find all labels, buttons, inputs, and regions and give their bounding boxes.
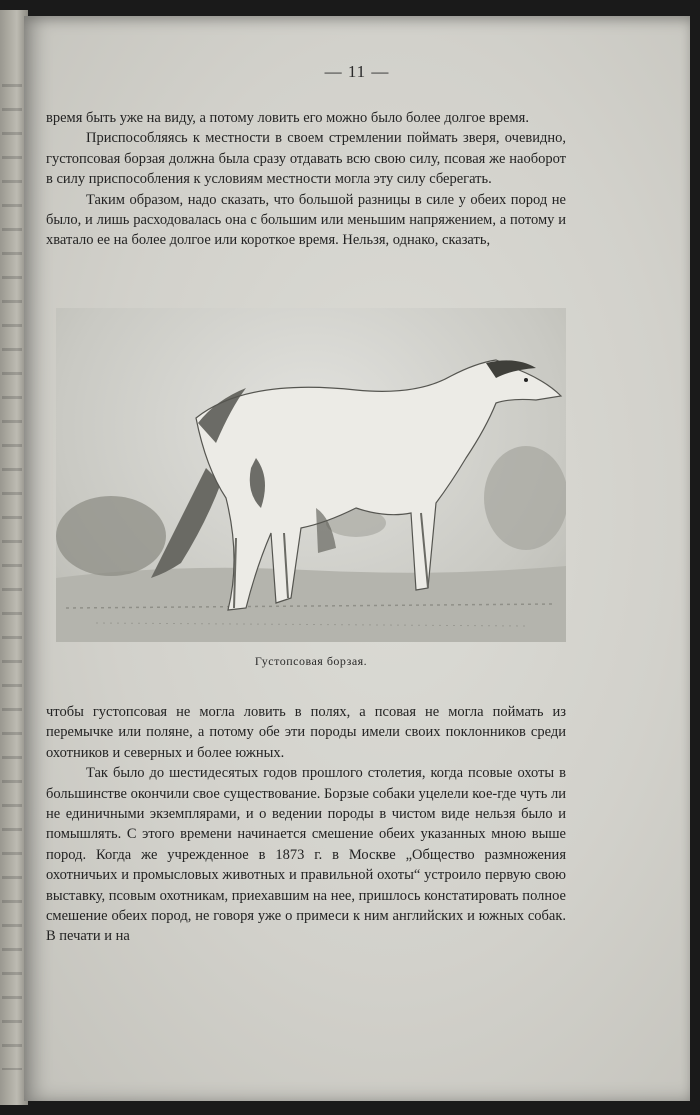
- text-block-top: [46, 108, 566, 251]
- text-block-bottom: [46, 702, 566, 947]
- figure-caption: Густопсовая борзая.: [254, 654, 368, 668]
- previous-page-text-edge: [2, 70, 22, 1070]
- paragraph: чтобы густопсовая не могла ловить в полях, а псовая не могла поймать из перемычке или поляне, а потому обе эти породы имели своих поклонников среди охотников и северных и более южных.: [46, 704, 566, 761]
- paragraph: время быть уже на виду, а потому ловить его можно было более долгое время.: [46, 110, 529, 126]
- borzoi-illustration: [56, 308, 566, 642]
- paragraph: Таким образом, надо сказать, что большой разницы в силе у обеих пород не было, и лишь расходовалась она с большим или меньшим напряжением, а потому и хватало ее на более долгое или короткое время. Нельзя, однако, сказать,: [46, 191, 566, 249]
- paragraph: Приспособляясь к местности в своем стремлении поймать зверя, очевидно, густопсовая борзая должна была сразу отдавать всю свою силу, псовая же наоборот в силу приспособления к условиям местности могла эту силу сберегать.: [46, 130, 566, 188]
- page-number: — 11 —: [324, 62, 390, 81]
- paragraph: Так было до шестидесятых годов прошлого столетия, когда псовые охоты в большинстве окончили свое существование. Борзые собаки уцелели кое-где чуть ли не единичными экземплярами, и о ведении породы в чистом виде нельзя было и помышлять. С этого времени начинается смешение обеих указанных мною выше пород. Когда же учрежденное в 1873 г. в Москве „Общество размножения охотничьих и промысловых животных и правильной охоты“ устроило первую свою выставку, псовым охотникам, приехавшим на нее, пришлось констатировать полное смешение обеих пород, не говоря уже о примеси к ним английских и южных собак. В печати и на: [46, 765, 566, 945]
- book-page: [24, 16, 690, 1101]
